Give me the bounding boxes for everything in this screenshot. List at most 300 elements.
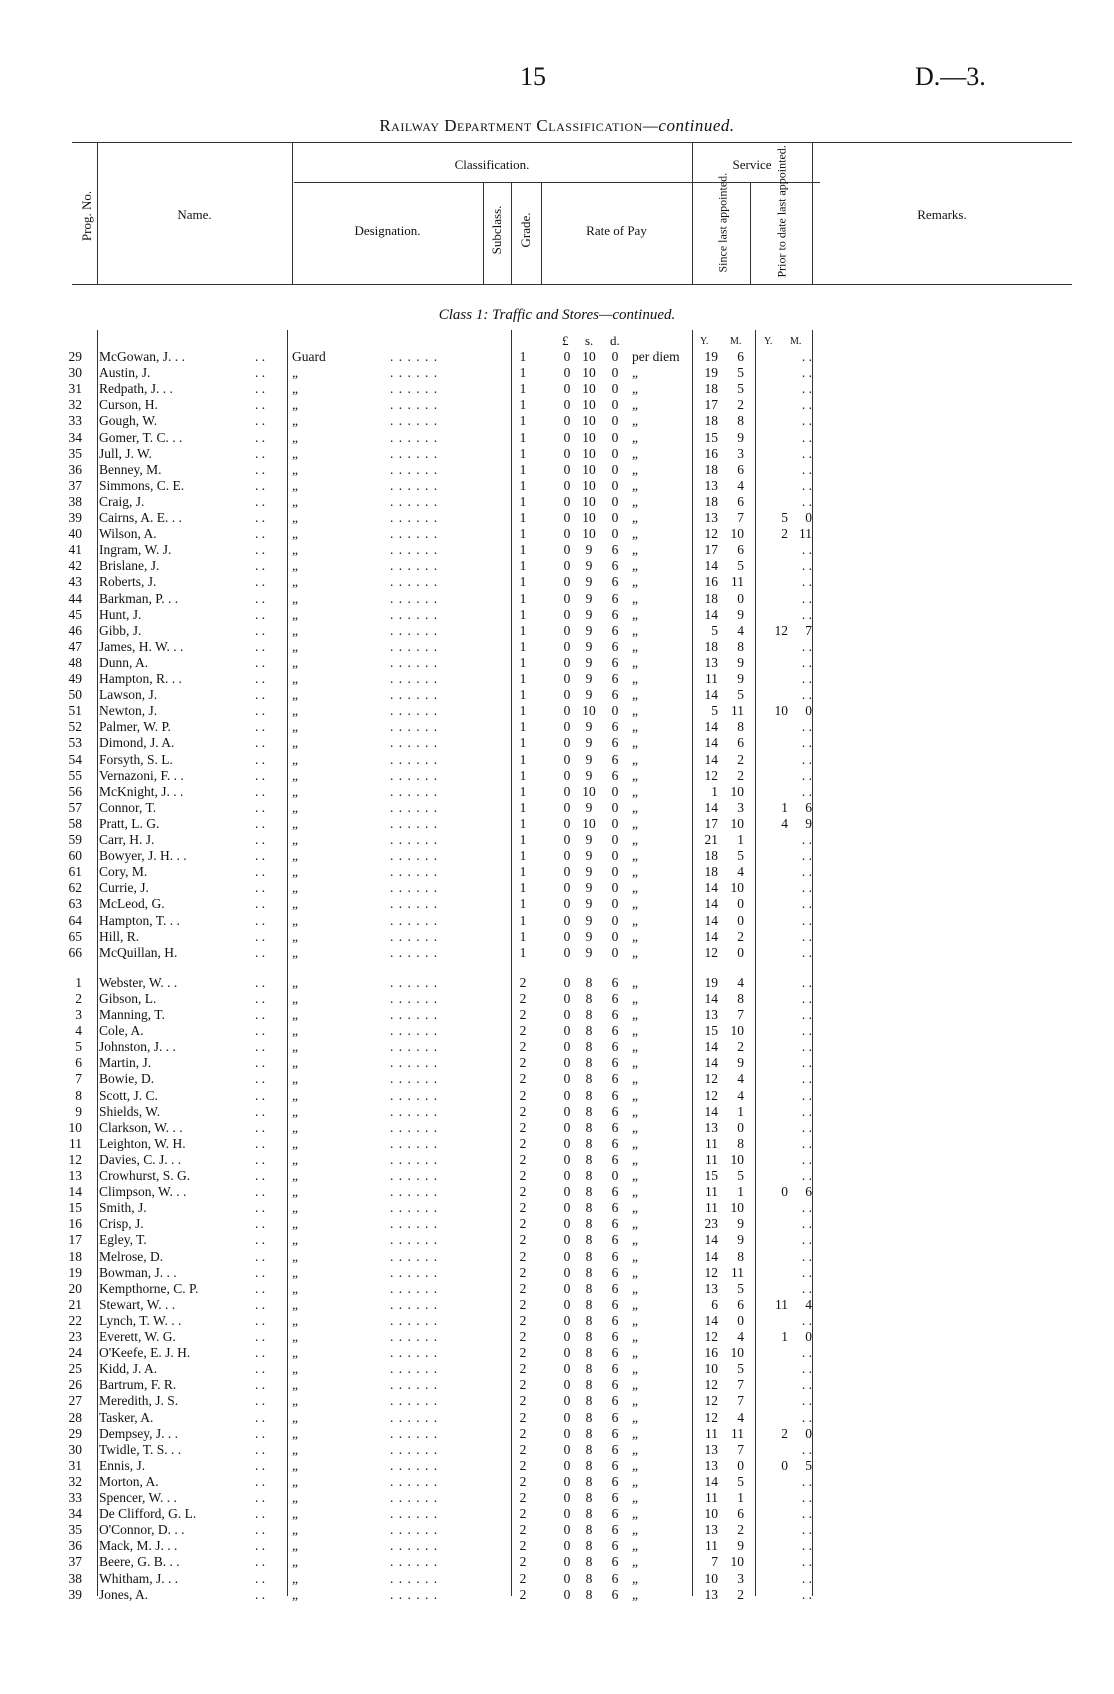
pay-period-cell: „	[632, 574, 638, 590]
table-row	[0, 1007, 1114, 1023]
pay-pounds-cell: 0	[563, 1296, 571, 1312]
classification-rule	[294, 182, 820, 183]
pay-shillings-cell: 8	[585, 1473, 593, 1489]
designation-cell: „	[292, 1393, 298, 1409]
pay-pence-cell: 6	[611, 719, 619, 735]
leader-dots: . . . . . .	[390, 974, 439, 990]
name-cell: Cole, A.	[99, 1023, 144, 1039]
pay-period-cell: „	[632, 1184, 638, 1200]
subclass-cell: 1	[519, 896, 527, 912]
pay-pounds-cell: 0	[563, 1216, 571, 1232]
prior-months-cell: . .	[801, 832, 812, 847]
leader-dots: . .	[255, 1280, 266, 1296]
prior-months-cell: . .	[801, 944, 812, 960]
unit-months: M.	[730, 336, 742, 347]
leader-dots: . .	[255, 558, 266, 574]
leader-dots: . .	[255, 1007, 266, 1022]
service-years-cell: 12	[704, 1409, 718, 1425]
service-months-cell: 10	[730, 1200, 744, 1216]
class-heading: Class 1: Traffic and Stores—continued.	[438, 307, 676, 323]
name-cell: De Clifford, G. L.	[99, 1506, 197, 1522]
service-months-cell: 1	[737, 832, 744, 847]
pay-pence-cell: 6	[611, 606, 619, 622]
leader-dots: . . . . . .	[390, 1586, 439, 1602]
designation-cell: „	[292, 1312, 298, 1328]
service-years-cell: 13	[704, 1522, 718, 1538]
leader-dots: . . . . . .	[390, 1119, 439, 1135]
service-months-cell: 4	[737, 1329, 744, 1344]
prog-no-cell: 22	[68, 1312, 82, 1328]
leader-dots: . . . . . .	[390, 1264, 439, 1280]
leader-dots: . . . . . .	[390, 1393, 439, 1409]
pay-shillings-cell: 8	[585, 1345, 593, 1361]
pay-period-cell: „	[632, 767, 638, 783]
subclass-cell: 2	[519, 1119, 527, 1135]
table-row	[0, 365, 1114, 381]
leader-dots: . . . . . .	[390, 1522, 439, 1538]
service-years-cell: 17	[704, 397, 718, 413]
service-years-cell: 12	[704, 1087, 718, 1103]
pay-pence-cell: 6	[611, 1216, 619, 1232]
pay-pence-cell: 0	[611, 445, 619, 461]
prog-no-cell: 31	[68, 1457, 82, 1473]
table-row	[0, 800, 1114, 816]
prior-months-cell: . .	[801, 974, 812, 990]
subclass-cell: 2	[519, 1506, 527, 1522]
pay-pounds-cell: 0	[563, 1007, 571, 1022]
service-months-cell: 7	[737, 1007, 744, 1022]
prog-no-cell: 33	[68, 413, 82, 429]
table-row	[0, 478, 1114, 494]
leader-dots: . .	[255, 703, 266, 719]
designation-cell: „	[292, 1586, 298, 1602]
pay-period-cell: „	[632, 1457, 638, 1473]
service-years-cell: 13	[704, 1007, 718, 1022]
subclass-cell: 1	[519, 429, 527, 445]
table-row	[0, 752, 1114, 768]
pay-shillings-cell: 10	[582, 349, 596, 364]
designation-cell: „	[292, 1280, 298, 1296]
unit-years: Y.	[700, 336, 709, 347]
service-years-cell: 12	[704, 1393, 718, 1409]
subclass-cell: 1	[519, 719, 527, 735]
leader-dots: . .	[255, 445, 266, 461]
service-months-cell: 5	[737, 1168, 744, 1183]
pay-pence-cell: 0	[611, 413, 619, 429]
leader-dots: . .	[255, 751, 266, 767]
service-months-cell: 5	[737, 558, 744, 574]
designation-cell: „	[292, 1023, 298, 1039]
service-years-cell: 6	[711, 1296, 718, 1312]
pay-period-cell: „	[632, 1473, 638, 1489]
prior-months-cell: . .	[801, 542, 812, 558]
subclass-cell: 1	[519, 703, 527, 719]
pay-shillings-cell: 8	[585, 1312, 593, 1328]
leader-dots: . .	[255, 880, 266, 896]
subclass-cell: 1	[519, 493, 527, 509]
service-years-cell: 14	[704, 735, 718, 751]
leader-dots: . . . . . .	[390, 1280, 439, 1296]
name-cell: Egley, T.	[99, 1232, 147, 1248]
pay-period-cell: „	[632, 912, 638, 928]
table-row	[0, 1313, 1114, 1329]
leader-dots: . .	[255, 638, 266, 654]
pay-shillings-cell: 8	[585, 1586, 593, 1602]
pay-pence-cell: 6	[611, 1312, 619, 1328]
pay-shillings-cell: 9	[585, 928, 593, 944]
pay-shillings-cell: 8	[585, 1522, 593, 1538]
name-cell: Curson, H.	[99, 397, 158, 413]
service-years-cell: 18	[704, 461, 718, 477]
service-years-cell: 13	[704, 654, 718, 670]
prog-no-cell: 37	[68, 1554, 82, 1570]
pay-pounds-cell: 0	[563, 1135, 571, 1151]
service-months-cell: 6	[737, 349, 744, 364]
table-row	[0, 991, 1114, 1007]
table-row	[0, 510, 1114, 526]
title-main: Railway Department Classification	[379, 116, 643, 135]
service-years-cell: 18	[704, 413, 718, 429]
leader-dots: . .	[255, 349, 266, 364]
name-cell: Roberts, J.	[99, 574, 157, 590]
leader-dots: . .	[255, 1103, 266, 1119]
table-row	[0, 1474, 1114, 1490]
subclass-cell: 2	[519, 1023, 527, 1039]
leader-dots: . . . . . .	[390, 397, 439, 413]
pay-pounds-cell: 0	[563, 864, 571, 880]
prior-months-cell: . .	[801, 1441, 812, 1457]
pay-pence-cell: 6	[611, 1490, 619, 1505]
pay-shillings-cell: 10	[582, 445, 596, 461]
pay-pounds-cell: 0	[563, 1103, 571, 1119]
pay-shillings-cell: 8	[585, 974, 593, 990]
pay-pounds-cell: 0	[563, 1248, 571, 1264]
leader-dots: . . . . . .	[390, 1071, 439, 1087]
prog-no-cell: 50	[68, 687, 82, 703]
leader-dots: . . . . . .	[390, 1103, 439, 1119]
prog-no-cell: 39	[68, 510, 82, 525]
service-years-cell: 14	[704, 751, 718, 767]
prior-months-cell: . .	[801, 1071, 812, 1087]
subclass-cell: 2	[519, 1490, 527, 1505]
header-since-last: Since last appointed.	[715, 172, 730, 273]
subclass-cell: 1	[519, 510, 527, 525]
designation-cell: „	[292, 461, 298, 477]
subclass-cell: 1	[519, 799, 527, 815]
pay-shillings-cell: 10	[582, 493, 596, 509]
leader-dots: . . . . . .	[390, 1200, 439, 1216]
table-row	[0, 880, 1114, 896]
table-row	[0, 1168, 1114, 1184]
table-row	[0, 397, 1114, 413]
prior-months-cell: . .	[801, 928, 812, 944]
pay-period-cell: „	[632, 687, 638, 703]
service-months-cell: 6	[737, 542, 744, 558]
name-cell: Shields, W.	[99, 1103, 161, 1119]
name-cell: Bowyer, J. H. . .	[99, 848, 187, 864]
prior-months-cell: . .	[801, 864, 812, 880]
pay-pounds-cell: 0	[563, 848, 571, 864]
pay-shillings-cell: 8	[585, 1409, 593, 1425]
pay-pounds-cell: 0	[563, 1457, 571, 1473]
service-months-cell: 8	[737, 990, 744, 1006]
name-cell: Melrose, D.	[99, 1248, 164, 1264]
leader-dots: . .	[255, 1200, 266, 1216]
leader-dots: . .	[255, 574, 266, 590]
subclass-cell: 2	[519, 1329, 527, 1344]
leader-dots: . .	[255, 1248, 266, 1264]
pay-pence-cell: 6	[611, 990, 619, 1006]
prior-months-cell: . .	[801, 990, 812, 1006]
pay-period-cell: „	[632, 1441, 638, 1457]
designation-cell: „	[292, 1361, 298, 1377]
prog-no-cell: 38	[68, 493, 82, 509]
prior-months-cell: . .	[801, 1135, 812, 1151]
pay-pence-cell: 0	[611, 880, 619, 896]
leader-dots: . .	[255, 397, 266, 413]
pay-pence-cell: 6	[611, 1248, 619, 1264]
service-months-cell: 1	[737, 1184, 744, 1200]
prior-months-cell: . .	[801, 638, 812, 654]
designation-cell: „	[292, 1232, 298, 1248]
service-months-cell: 4	[737, 1087, 744, 1103]
pay-pounds-cell: 0	[563, 1232, 571, 1248]
pay-shillings-cell: 10	[582, 783, 596, 799]
pay-shillings-cell: 8	[585, 1280, 593, 1296]
pay-pence-cell: 6	[611, 1538, 619, 1554]
service-years-cell: 14	[704, 1055, 718, 1071]
prog-no-cell: 21	[68, 1296, 82, 1312]
leader-dots: . . . . . .	[390, 365, 439, 381]
service-months-cell: 11	[731, 574, 744, 590]
service-months-cell: 3	[737, 445, 744, 461]
name-cell: Crisp, J.	[99, 1216, 144, 1232]
leader-dots: . . . . . .	[390, 1312, 439, 1328]
subclass-cell: 1	[519, 606, 527, 622]
pay-period-cell: „	[632, 864, 638, 880]
pay-pence-cell: 0	[611, 799, 619, 815]
subclass-cell: 2	[519, 1473, 527, 1489]
designation-cell: „	[292, 1425, 298, 1441]
service-years-cell: 14	[704, 719, 718, 735]
designation-cell: „	[292, 974, 298, 990]
pay-pounds-cell: 0	[563, 990, 571, 1006]
designation-cell: „	[292, 1490, 298, 1505]
prog-no-cell: 36	[68, 1538, 82, 1554]
prog-no-cell: 44	[68, 590, 82, 606]
pay-pence-cell: 6	[611, 1103, 619, 1119]
table-row	[0, 1361, 1114, 1377]
page-number: 15	[520, 62, 546, 91]
pay-shillings-cell: 8	[585, 1216, 593, 1232]
leader-dots: . .	[255, 1168, 266, 1183]
service-months-cell: 10	[730, 815, 744, 831]
pay-period-cell: „	[632, 880, 638, 896]
prog-no-cell: 23	[68, 1329, 82, 1344]
designation-cell: „	[292, 654, 298, 670]
service-months-cell: 4	[737, 974, 744, 990]
leader-dots: . . . . . .	[390, 1570, 439, 1586]
pay-pounds-cell: 0	[563, 896, 571, 912]
pay-pounds-cell: 0	[563, 397, 571, 413]
pay-shillings-cell: 10	[582, 429, 596, 445]
pay-shillings-cell: 9	[585, 848, 593, 864]
pay-pence-cell: 6	[611, 638, 619, 654]
pay-pounds-cell: 0	[563, 1023, 571, 1039]
service-years-cell: 18	[704, 493, 718, 509]
leader-dots: . .	[255, 1554, 266, 1570]
service-months-cell: 9	[737, 1538, 744, 1554]
table-row	[0, 1410, 1114, 1426]
leader-dots: . . . . . .	[390, 1039, 439, 1055]
service-months-cell: 0	[737, 912, 744, 928]
pay-period-cell: „	[632, 1071, 638, 1087]
name-cell: Jull, J. W.	[99, 445, 152, 461]
leader-dots: . .	[255, 719, 266, 735]
table-row	[0, 687, 1114, 703]
leader-dots: . . . . . .	[390, 542, 439, 558]
leader-dots: . . . . . .	[390, 493, 439, 509]
leader-dots: . . . . . .	[390, 1457, 439, 1473]
pay-period-cell: „	[632, 1538, 638, 1554]
subclass-cell: 1	[519, 751, 527, 767]
leader-dots: . . . . . .	[390, 638, 439, 654]
unit-years: Y.	[764, 336, 773, 347]
pay-pence-cell: 0	[611, 864, 619, 880]
leader-dots: . .	[255, 1087, 266, 1103]
pay-pounds-cell: 0	[563, 1441, 571, 1457]
pay-period-cell: „	[632, 1554, 638, 1570]
service-years-cell: 11	[705, 1135, 718, 1151]
leader-dots: . .	[255, 1329, 266, 1344]
table-row	[0, 1571, 1114, 1587]
name-cell: Bowie, D.	[99, 1071, 155, 1087]
subclass-cell: 2	[519, 1264, 527, 1280]
name-cell: Austin, J.	[99, 365, 151, 381]
service-months-cell: 11	[731, 703, 744, 719]
name-cell: Craig, J.	[99, 493, 145, 509]
subclass-cell: 2	[519, 1103, 527, 1119]
pay-pence-cell: 0	[611, 912, 619, 928]
service-years-cell: 11	[705, 1151, 718, 1167]
pay-period-cell: „	[632, 928, 638, 944]
prior-years-cell: 0	[781, 1184, 788, 1200]
pay-period-cell: „	[632, 1393, 638, 1409]
pay-period-cell: „	[632, 1522, 638, 1538]
pay-pence-cell: 6	[611, 1280, 619, 1296]
prog-no-cell: 2	[75, 990, 82, 1006]
pay-period-cell: „	[632, 1135, 638, 1151]
pay-shillings-cell: 8	[585, 1168, 593, 1183]
designation-cell: „	[292, 783, 298, 799]
prog-no-cell: 9	[75, 1103, 82, 1119]
pay-shillings-cell: 10	[582, 413, 596, 429]
prior-months-cell: . .	[801, 429, 812, 445]
table-row	[0, 1281, 1114, 1297]
subclass-cell: 2	[519, 1151, 527, 1167]
pay-shillings-cell: 8	[585, 1248, 593, 1264]
col-divider	[511, 182, 512, 284]
pay-pence-cell: 0	[611, 848, 619, 864]
leader-dots: . .	[255, 1586, 266, 1602]
designation-cell: „	[292, 429, 298, 445]
prog-no-cell: 62	[68, 880, 82, 896]
prog-no-cell: 27	[68, 1393, 82, 1409]
name-cell: Vernazoni, F. . .	[99, 767, 184, 783]
pay-period-cell: „	[632, 990, 638, 1006]
service-years-cell: 10	[704, 1361, 718, 1377]
leader-dots: . . . . . .	[390, 1151, 439, 1167]
pay-shillings-cell: 8	[585, 1264, 593, 1280]
pay-shillings-cell: 9	[585, 590, 593, 606]
pay-pence-cell: 6	[611, 1506, 619, 1522]
prog-no-cell: 29	[68, 349, 82, 364]
pay-pence-cell: 0	[611, 526, 619, 542]
service-years-cell: 14	[704, 1473, 718, 1489]
service-months-cell: 2	[737, 1586, 744, 1602]
name-cell: Kempthorne, C. P.	[99, 1280, 199, 1296]
service-months-cell: 10	[730, 1023, 744, 1039]
table-row	[0, 381, 1114, 397]
table-row	[0, 1216, 1114, 1232]
table-row	[0, 1200, 1114, 1216]
service-years-cell: 16	[704, 1345, 718, 1361]
prior-months-cell: 6	[805, 1184, 812, 1200]
pay-period-cell: „	[632, 397, 638, 413]
designation-cell: „	[292, 1554, 298, 1570]
leader-dots: . . . . . .	[390, 1361, 439, 1377]
subclass-cell: 2	[519, 1457, 527, 1473]
pay-shillings-cell: 9	[585, 606, 593, 622]
pay-pounds-cell: 0	[563, 832, 571, 847]
subclass-cell: 2	[519, 990, 527, 1006]
pay-shillings-cell: 9	[585, 687, 593, 703]
prog-no-cell: 52	[68, 719, 82, 735]
pay-pence-cell: 0	[611, 815, 619, 831]
designation-cell: „	[292, 622, 298, 638]
service-months-cell: 10	[730, 1554, 744, 1570]
service-months-cell: 8	[737, 413, 744, 429]
designation-cell: „	[292, 671, 298, 686]
pay-shillings-cell: 10	[582, 477, 596, 493]
service-months-cell: 10	[730, 783, 744, 799]
designation-cell: „	[292, 1522, 298, 1538]
name-cell: Davies, C. J. . .	[99, 1151, 182, 1167]
prior-months-cell: . .	[801, 1248, 812, 1264]
pay-period-cell: „	[632, 1409, 638, 1425]
table-row	[0, 623, 1114, 639]
subclass-cell: 1	[519, 687, 527, 703]
table-row	[0, 945, 1114, 961]
name-cell: O'Connor, D. . .	[99, 1522, 185, 1538]
leader-dots: . .	[255, 1377, 266, 1393]
pay-pounds-cell: 0	[563, 815, 571, 831]
leader-dots: . . . . . .	[390, 767, 439, 783]
pay-pence-cell: 6	[611, 590, 619, 606]
table-row	[0, 703, 1114, 719]
pay-pence-cell: 6	[611, 1200, 619, 1216]
service-years-cell: 1	[711, 783, 718, 799]
pay-pence-cell: 0	[611, 510, 619, 525]
pay-pence-cell: 6	[611, 1151, 619, 1167]
leader-dots: . .	[255, 1490, 266, 1505]
service-years-cell: 14	[704, 990, 718, 1006]
table-row	[0, 462, 1114, 478]
designation-cell: „	[292, 1248, 298, 1264]
prior-months-cell: 5	[805, 1457, 812, 1473]
pay-shillings-cell: 8	[585, 1103, 593, 1119]
service-years-cell: 14	[704, 1312, 718, 1328]
